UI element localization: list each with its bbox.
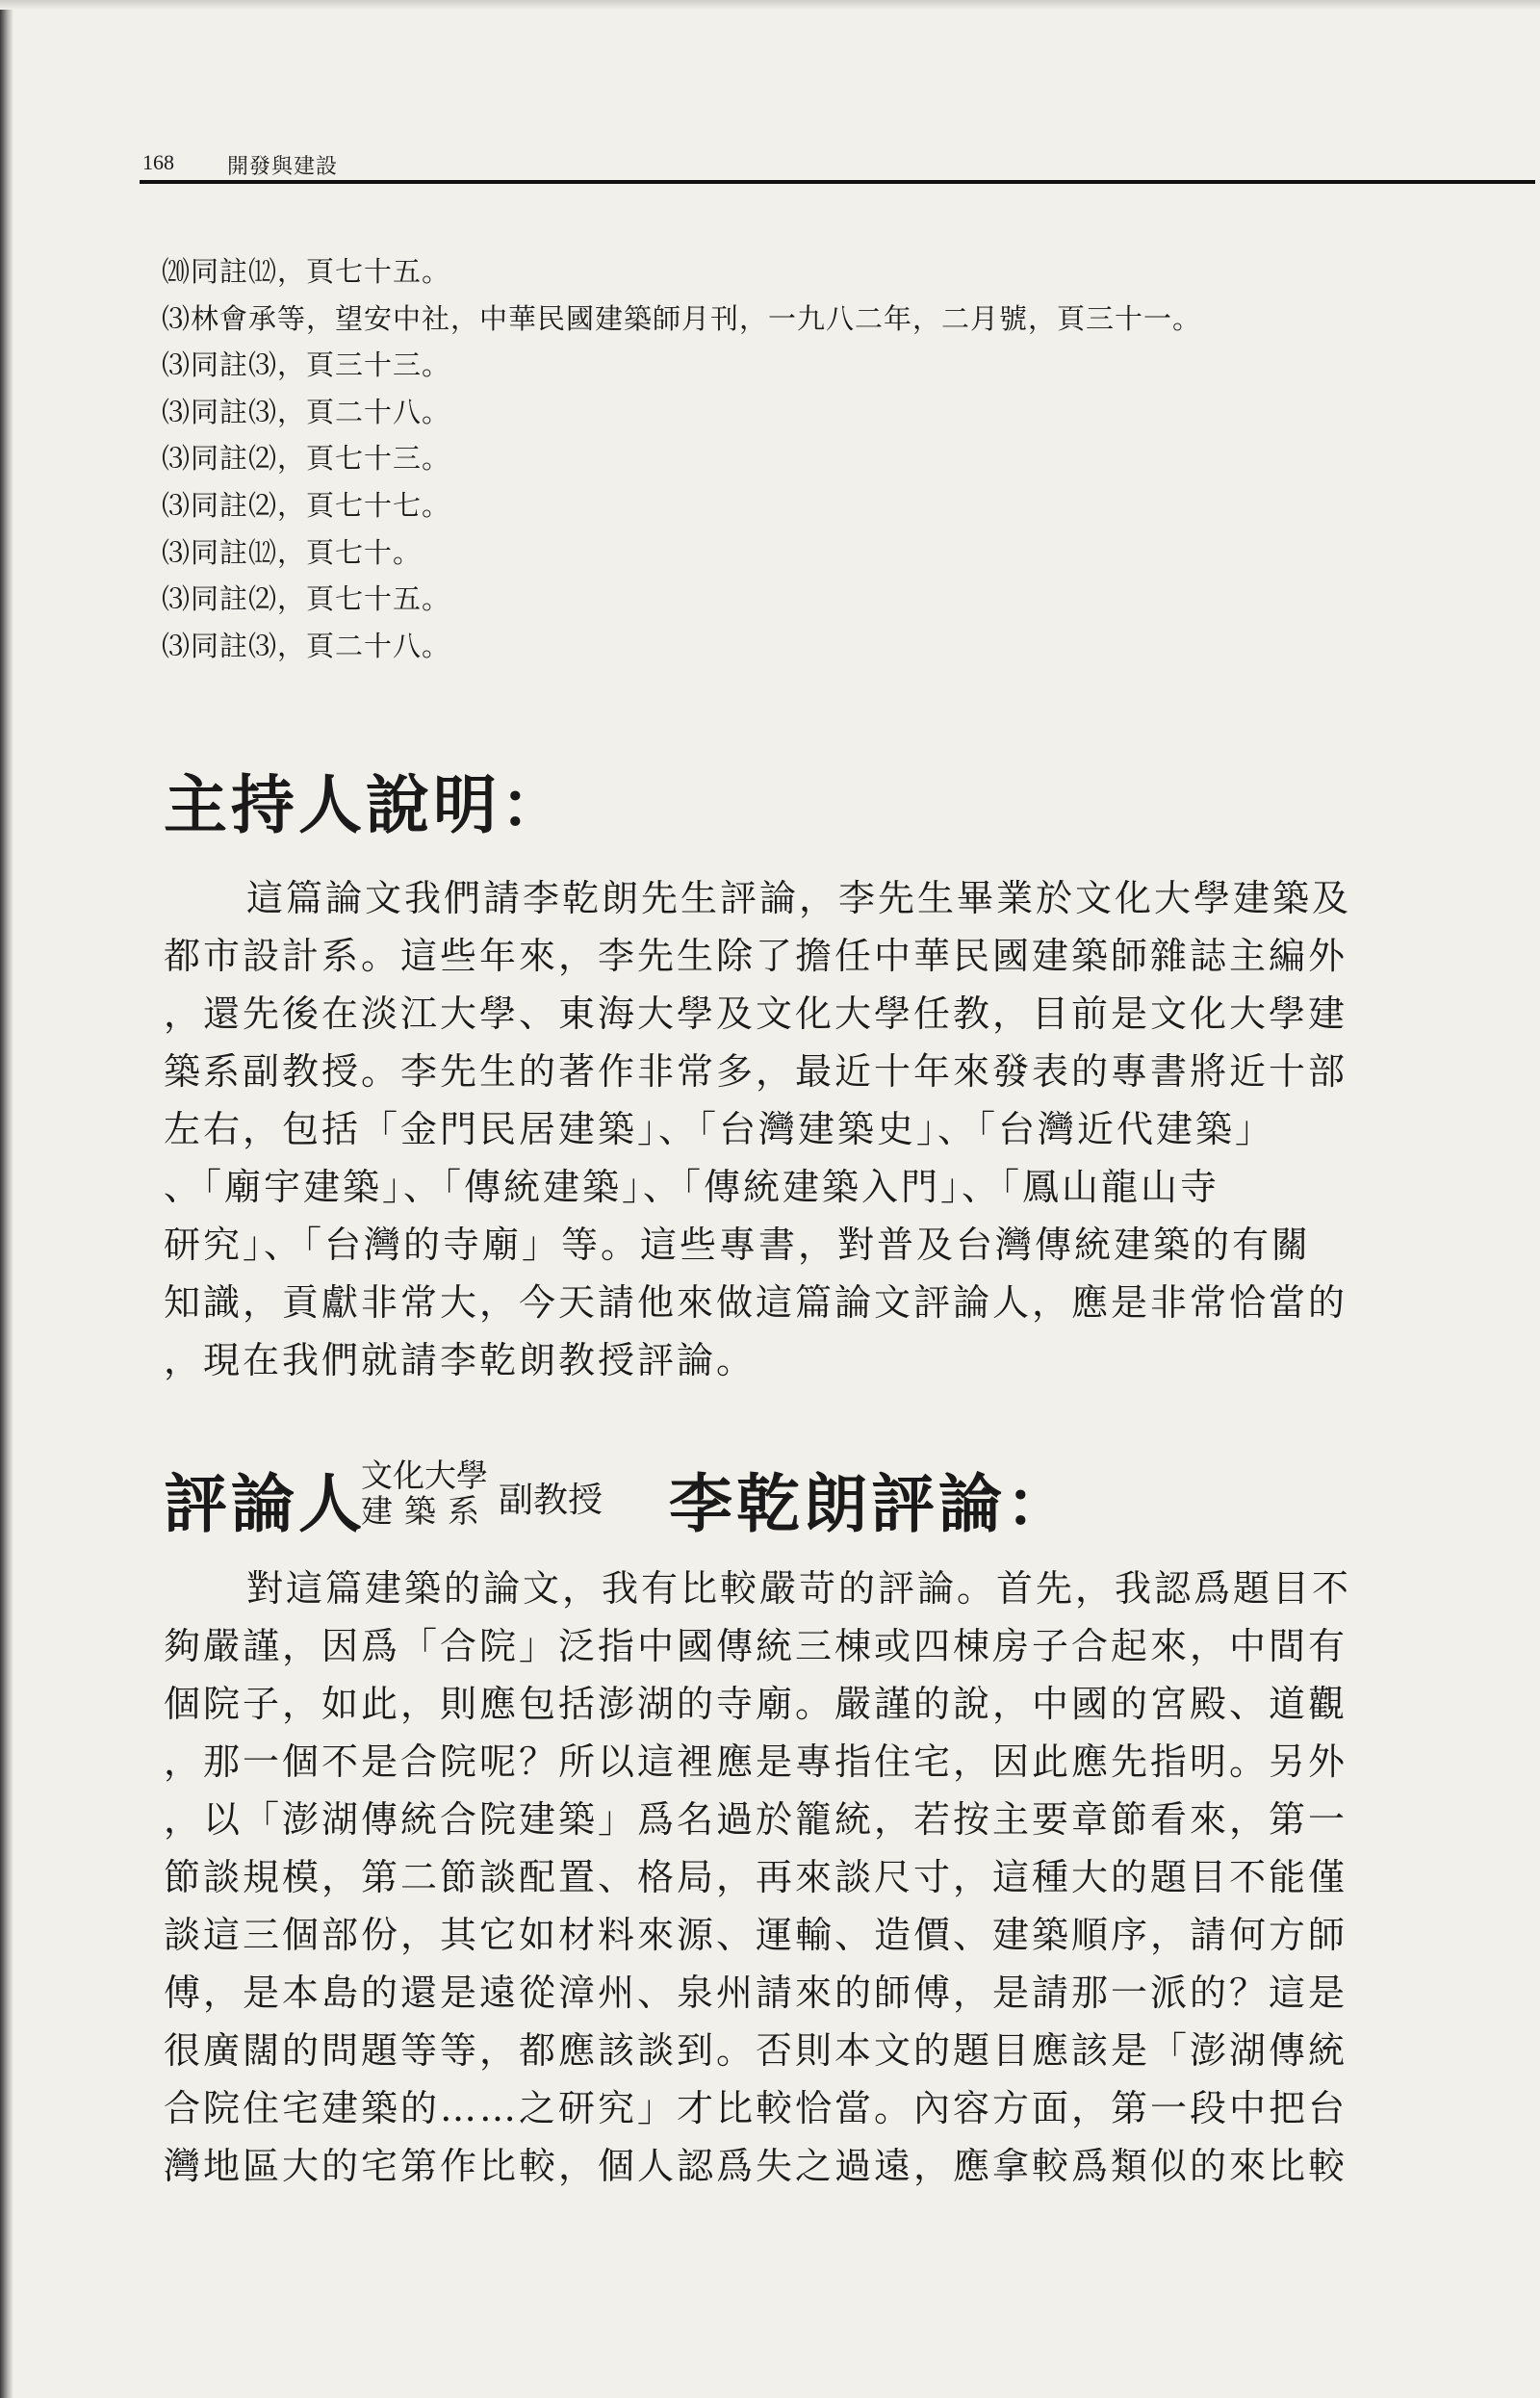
text-line: ，以「澎湖傳統合院建築」爲名過於籠統，若按主要章節看來，第一	[164, 1798, 1348, 1841]
footnote: ⑶同註⑶，頁二十八。	[162, 629, 451, 662]
review-heading	[164, 1448, 1511, 1554]
scan-shadow-top	[0, 0, 1540, 10]
text-line: 談這三個部份，其它如材料來源、運輸、造價、建築順序，請何方師	[164, 1914, 1348, 1956]
scan-shadow-left	[0, 0, 13, 2398]
text-line: 、「廟宇建築」、「傳統建築」、「傳統建築入門」、「鳳山龍山寺	[164, 1166, 1220, 1208]
running-header	[142, 144, 1533, 183]
text-line: 都市設計系。這些年來，李先生除了擔任中華民國建築師雜誌主編外	[164, 935, 1348, 977]
text-line: 對這篇建築的論文，我有比較嚴苛的評論。首先，我認爲題目不	[246, 1567, 1352, 1610]
footnote: ⑶同註⑵，頁七十三。	[162, 442, 451, 476]
text-line: 左右，包括「金門民居建築」、「台灣建築史」、「台灣近代建築」	[164, 1108, 1275, 1150]
footnote: ⑶林會承等，望安中社，中華民國建築師月刊，一九八二年，二月號，頁三十一。	[162, 301, 1202, 335]
text-line: 節談規模，第二節談配置、格局，再來談尺寸，這種大的題目不能僅	[164, 1856, 1348, 1898]
reviewer-label: 評論人	[164, 1467, 366, 1541]
text-line: 築系副教授。李先生的著作非常多，最近十年來發表的專書將近十部	[164, 1050, 1348, 1093]
page-number: 168	[142, 150, 174, 174]
text-line: ，還先後在淡江大學、東海大學及文化大學任教，目前是文化大學建	[164, 993, 1348, 1035]
footnote: ⑶同註⑿，頁七十。	[162, 535, 423, 569]
header-rule	[140, 180, 1535, 184]
footnotes-list	[162, 248, 1442, 669]
text-line: 很廣闊的問題等等，都應該談到。否則本文的題目應該是「澎湖傳統	[164, 2029, 1348, 2072]
review-title: 李乾朗評論：	[669, 1467, 1073, 1541]
text-line: 傅，是本島的還是遠從漳州、泉州請來的師傅，是請那一派的？這是	[164, 1972, 1348, 2014]
footnote: ⒇同註⑿，頁七十五。	[162, 255, 451, 288]
reviewer-rank: 副教授	[499, 1481, 603, 1520]
text-line: 夠嚴謹，因爲「合院」泛指中國傳統三棟或四棟房子合起來，中間有	[164, 1625, 1348, 1667]
footnote: ⑶同註⑶，頁三十三。	[162, 348, 451, 382]
text-line: 合院住宅建築的……之研究」才比較恰當。內容方面，第一段中把台	[164, 2087, 1348, 2129]
text-line: 灣地區大的宅第作比較，個人認爲失之過遠，應拿較爲類似的來比較	[164, 2145, 1348, 2187]
text-line: ，那一個不是合院呢？所以這裡應是專指住宅，因此應先指明。另外	[164, 1740, 1348, 1783]
footnote: ⑶同註⑵，頁七十五。	[162, 582, 451, 616]
affiliation-line: 文化大學	[361, 1457, 488, 1494]
text-line: ，現在我們就請李乾朗教授評論。	[164, 1339, 757, 1381]
text-line: 這篇論文我們請李乾朗先生評論，李先生畢業於文化大學建築及	[246, 877, 1352, 919]
footnote: ⑶同註⑵，頁七十七。	[162, 488, 451, 522]
text-line: 研究」、「台灣的寺廟」等。這些專書，對普及台灣傳統建築的有關	[164, 1224, 1312, 1266]
footnote: ⑶同註⑶，頁二十八。	[162, 395, 451, 428]
affiliation	[361, 1457, 491, 1529]
text-line: 個院子，如此，則應包括澎湖的寺廟。嚴謹的說，中國的宮殿、道觀	[164, 1683, 1348, 1725]
host-paragraph	[164, 869, 1530, 1389]
book-title: 開發與建設	[227, 155, 339, 179]
host-heading: 主持人說明：	[164, 768, 568, 842]
affiliation-line: 建築系	[361, 1492, 491, 1530]
review-paragraph	[164, 1560, 1530, 2195]
text-line: 知識，貢獻非常大，今天請他來做這篇論文評論人，應是非常恰當的	[164, 1281, 1348, 1324]
